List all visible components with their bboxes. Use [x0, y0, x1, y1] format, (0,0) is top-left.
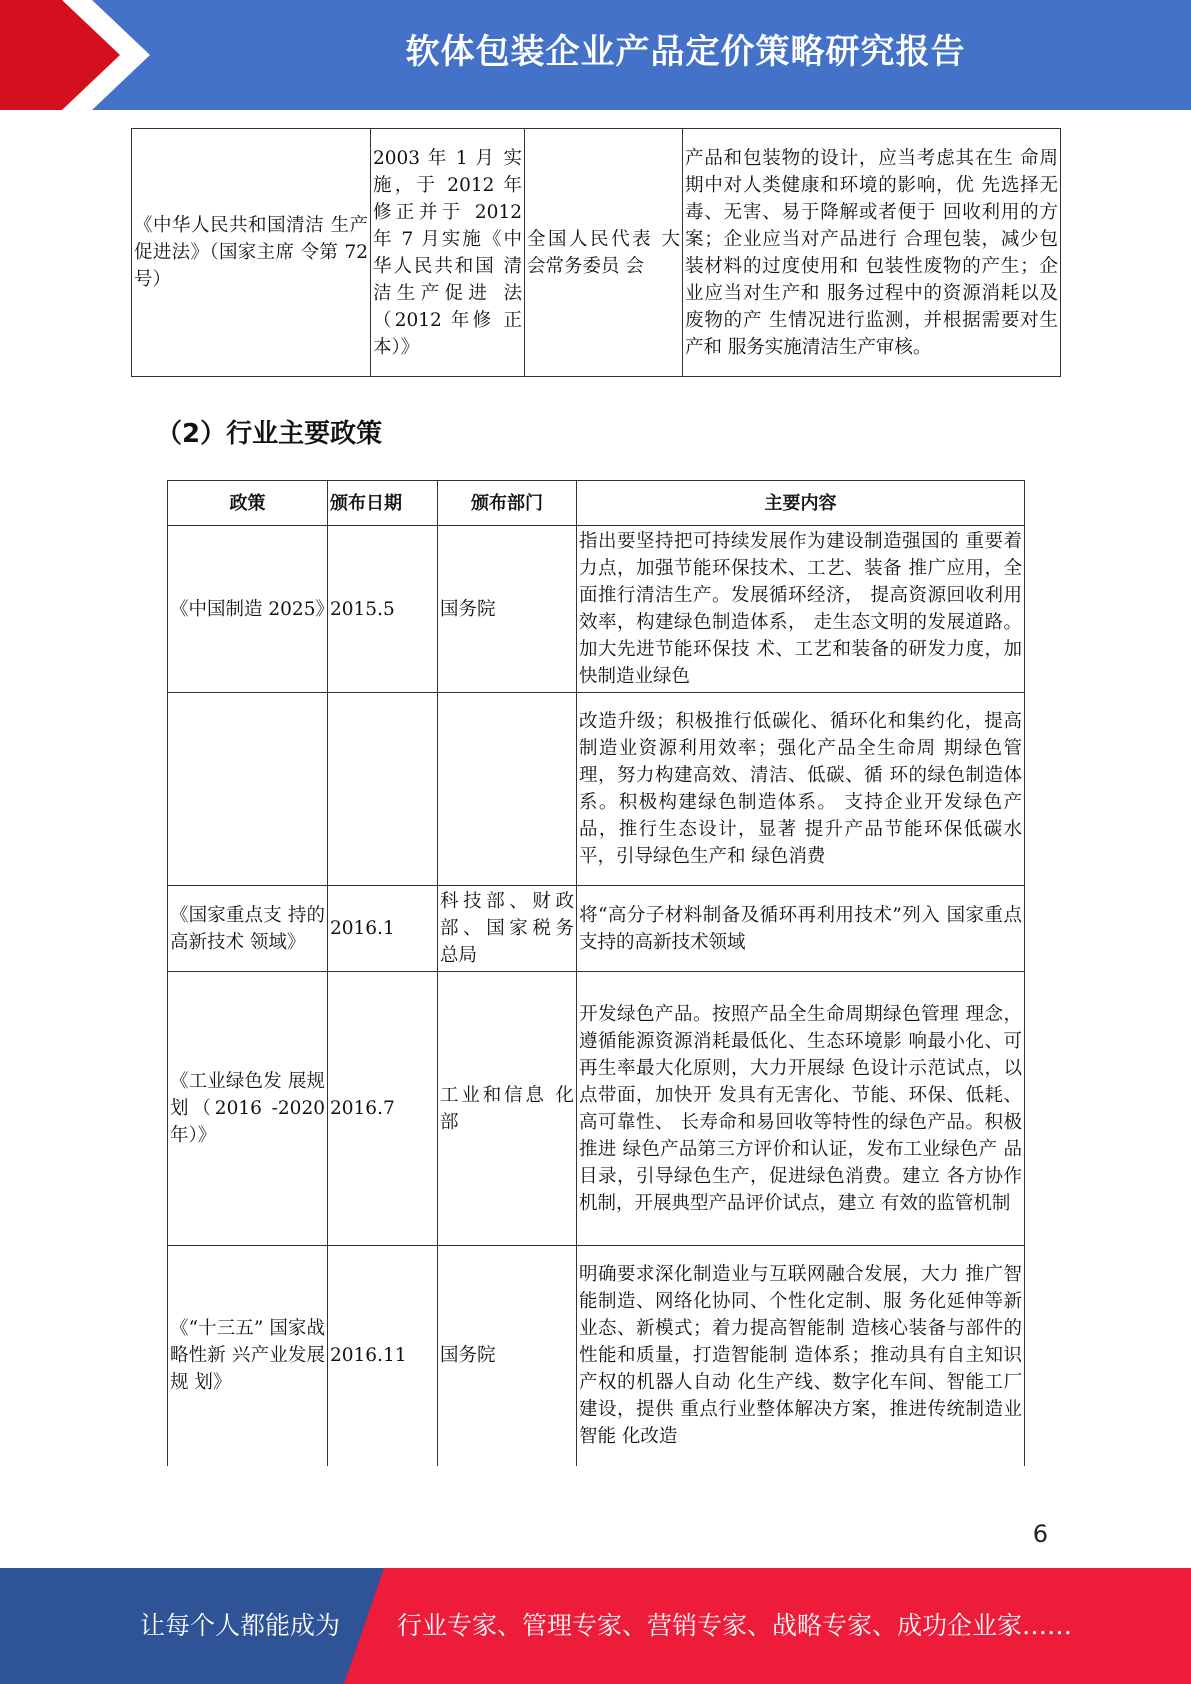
- col-header-dept: 颁布部门: [438, 481, 577, 526]
- page-header: [0, 0, 1191, 110]
- law-dept-cell: 全国人民代表 大会常务委员 会: [525, 129, 683, 377]
- content-cell: 明确要求深化制造业与互联网融合发展，大力 推广智能制造、网络化协同、个性化定制、服 务化延伸等新业态、新模式；着力提高智能制 造核心装备与部件的性能和质量，打造智能制 造体系；推动具有自主知识产权的机器人自动 化生产线、数字化车间、智能工厂建设，提供 重点行业整体解决方案，推进传统制造业智能 化改造: [577, 1246, 1025, 1466]
- table-row: [168, 972, 1025, 1246]
- policy-cell: 《国家重点支 持的高新技术 领域》: [168, 886, 328, 972]
- page-number: 6: [1032, 1520, 1048, 1548]
- table-row: [168, 1246, 1025, 1466]
- content-cell: 改造升级；积极推行低碳化、循环化和集约化，提高制造业资源利用效率；强化产品全生命周 期绿色管理，努力构建高效、清洁、低碳、循 环的绿色制造体系。积极构建绿色制造体系。 支持企业开发绿色产品，推行生态设计，显著 提升产品节能环保低碳水平，引导绿色生产和 绿色消费: [577, 693, 1025, 886]
- policy-cell: 《“十三五” 国家战略性新 兴产业发展规 划》: [168, 1246, 328, 1466]
- policy-cell: 《中国制造 2025》: [168, 526, 328, 693]
- table-row: [132, 129, 1061, 377]
- policy-table: [167, 480, 1025, 1466]
- date-cell: 2016.11: [328, 1246, 438, 1466]
- footer-slogan-right: 行业专家、管理专家、营销专家、战略专家、成功企业家……: [397, 1611, 1073, 1640]
- law-table: [131, 128, 1061, 377]
- policy-cell: 《工业绿色发 展规划（2016 -2020 年）》: [168, 972, 328, 1246]
- dept-cell: 国务院: [438, 1246, 577, 1466]
- dept-cell: [438, 693, 577, 886]
- date-cell: [328, 693, 438, 886]
- dept-cell: 科技部、财政 部、国家税务 总局: [438, 886, 577, 972]
- page-footer: [0, 1568, 1191, 1684]
- content-cell: 开发绿色产品。按照产品全生命周期绿色管理 理念，遵循能源资源消耗最低化、生态环境影 响最小化、可再生率最大化原则，大力开展绿 色设计示范试点，以点带面，加快开 发具有无害化、节能、环保、低耗、高可靠性、 长寿命和易回收等特性的绿色产品。积极推进 绿色产品第三方评价和认证，发布工业绿色产 品目录，引导绿色生产，促进绿色消费。建立 各方协作机制，开展典型产品评价试点，建立 有效的监管机制: [577, 972, 1025, 1246]
- content-cell: 将“高分子材料制备及循环再利用技术”列入 国家重点支持的高新技术领域: [577, 886, 1025, 972]
- policy-cell: [168, 693, 328, 886]
- header-arrow-decoration: [0, 0, 150, 110]
- col-header-policy: 政策: [168, 481, 328, 526]
- date-cell: 2016.7: [328, 972, 438, 1246]
- col-header-date: 颁布日期: [328, 481, 438, 526]
- law-date-cell: 2003 年 1 月 实施，于 2012 年 修正并于 2012 年 7 月实施《中 华人民共和国 清洁生产促进 法（2012 年修 正本）》: [371, 129, 525, 377]
- report-title: 软体包装企业产品定价策略研究报告: [405, 32, 966, 72]
- table-row: [168, 526, 1025, 693]
- table-row: [168, 693, 1025, 886]
- law-name-cell: 《中华人民共和国清洁 生产促进法》（国家主席 令第 72 号）: [132, 129, 371, 377]
- dept-cell: 工业和信息 化部: [438, 972, 577, 1246]
- col-header-content: 主要内容: [577, 481, 1025, 526]
- table-row: [168, 886, 1025, 972]
- table-header-row: [168, 481, 1025, 526]
- date-cell: 2015.5: [328, 526, 438, 693]
- section-heading: （2）行业主要政策: [156, 419, 383, 449]
- date-cell: 2016.1: [328, 886, 438, 972]
- content-cell: 指出要坚持把可持续发展作为建设制造强国的 重要着力点，加强节能环保技术、工艺、装备 推广应用，全面推行清洁生产。发展循环经济， 提高资源回收利用效率，构建绿色制造体系， 走生态文明的发展道路。加大先进节能环保技 术、工艺和装备的研发力度，加快制造业绿色: [577, 526, 1025, 693]
- footer-slogan-left: 让每个人都能成为: [140, 1611, 341, 1640]
- law-content-cell: 产品和包装物的设计，应当考虑其在生 命周期中对人类健康和环境的影响，优 先选择无毒、无害、易于降解或者便于 回收利用的方案；企业应当对产品进行 合理包装，减少包装材料的过度使用和 包装性废物的产生；企业应当对生产和 服务过程中的资源消耗以及废物的产 生情况进行监测，并根据需要对生产和 服务实施清洁生产审核。: [683, 129, 1061, 377]
- dept-cell: 国务院: [438, 526, 577, 693]
